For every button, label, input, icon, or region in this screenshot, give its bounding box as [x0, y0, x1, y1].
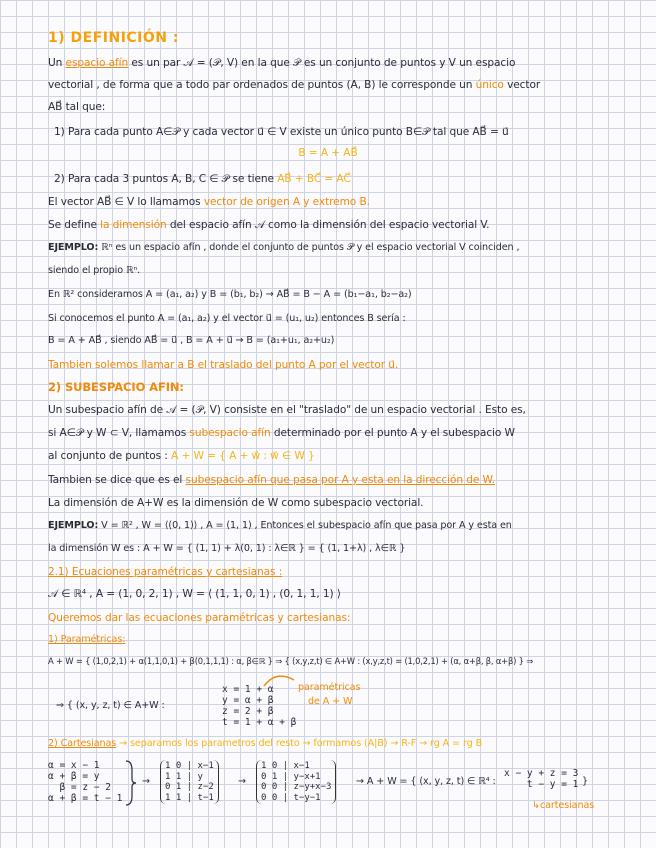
arrow-1: → — [142, 776, 150, 787]
section-title-definicion: 1) DEFINICIÓN : — [48, 30, 179, 46]
term-vector-origen: vector de origen A y extremo B. — [203, 196, 370, 208]
term-direccion: subespacio afín que pasa por A y esta en la dirección de W. — [185, 474, 495, 486]
cartesian-note: ↳cartesianas — [532, 800, 595, 811]
cartesian-result-equations: x − y + z = 3 t − y = 1 — [504, 768, 579, 790]
axiom-2-formula: AB⃗ + BC⃗ = AC⃗ — [277, 173, 351, 185]
vector-origin-line: El vector AB⃗ ∈ V lo llamamos vector de origen A y extremo B. — [48, 196, 370, 208]
subsection-cartesianas: 2) Cartesianas — [48, 738, 117, 749]
cartesian-header — [48, 738, 482, 749]
dimension-definition: Se define la dimensión del espacio afín 𝒜 como la dimensión del espacio vectorial V. — [48, 219, 490, 231]
augmented-matrix-2: 1 0 | x−1 0 1 | y−x+1 0 0 | z−y+x−3 0 0 | t−y−1 — [256, 760, 336, 804]
augmented-matrix-1: 1 0 | x−1 1 1 | y 0 1 | z−2 1 1 | t−1 — [160, 760, 219, 804]
axiom-1-formula: B = A + AB⃗ — [298, 147, 358, 159]
arrow-2: → — [238, 776, 246, 787]
parametric-note-1: paramétricas — [298, 682, 361, 693]
example-1-line-4: Si conocemos el punto A = (a₁, a₂) y el vector u⃗ = (u₁, u₂) entonces B sería : — [48, 313, 406, 324]
subspace-line-5: La dimensión de A+W es la dimensión de W como subespacio vectorial. — [48, 497, 424, 509]
term-subespacio-afin: subespacio afín — [189, 427, 271, 439]
example-1-line-2: siendo el propio ℝⁿ. — [48, 265, 141, 276]
right-brace-icon — [124, 760, 138, 806]
term-espacio-afin: espacio afín — [65, 57, 129, 69]
parametric-equation: A + W = { (1,0,2,1) + α(1,1,0,1) + β(0,1,1,1) : α, β∈ℝ } ⇒ { (x,y,z,t) ∈ A+W : (x,y,z,t) = (1,0,2,1) + (α, α+β, β, α+β) } ⇒ — [48, 656, 534, 666]
axiom-2: 2) Para cada 3 puntos A, B, C ∈ 𝒫 se tiene AB⃗ + BC⃗ = AC⃗ — [54, 173, 351, 185]
cartesian-result: → A + W = { (x, y, z, t) ∈ ℝ⁴ : — [356, 776, 496, 787]
arrow-curve-icon — [262, 672, 296, 688]
closing-brace: } — [582, 776, 589, 787]
subspace-formula: A + W = { A + w⃗ : w⃗ ∈ W } — [171, 450, 315, 462]
axiom-1: 1) Para cada punto A∈𝒫 y cada vector u⃗ ∈ V existe un único punto B∈𝒫 tal que AB⃗ = u⃗ — [54, 126, 509, 138]
example-1-line-1: EJEMPLO: ℝⁿ es un espacio afín , donde el conjunto de puntos 𝒫 y el espacio vectorial V coinciden , — [48, 242, 520, 253]
subspace-line-2: si A∈𝒫 y W ⊂ V, llamamos subespacio afín determinado por el punto A y el subespacio W — [48, 427, 515, 439]
subspace-line-1: Un subespacio afín de 𝒜 = (𝒫, V) consiste en el "traslado" de un espacio vectorial . Esto es, — [48, 404, 526, 416]
parametric-set: ⇒ { (x, y, z, t) ∈ A+W : — [56, 700, 165, 711]
definition-line-3: AB⃗ tal que: — [48, 101, 106, 113]
subspace-line-3: al conjunto de puntos : A + W = { A + w⃗ : w⃗ ∈ W } — [48, 450, 315, 462]
definition-line-1: Un espacio afín es un par 𝒜 = (𝒫, V) en la que 𝒫 es un conjunto de puntos y V un espacio — [48, 57, 516, 69]
cartesian-steps: → separamos los parametros del resto → formamos (A|B) → R-F → rg A = rg B — [116, 738, 483, 749]
traslado-note: Tambien solemos llamar a B el traslado del punto A por el vector u⃗. — [48, 359, 399, 371]
parametric-note-2: de A + W — [308, 696, 353, 707]
section-title-ecuaciones: 2.1) Ecuaciones paramétricas y cartesianas : — [48, 566, 283, 578]
term-dimension: la dimensión — [100, 219, 167, 231]
goal-line: Queremos dar las ecuaciones paramétricas y cartesianas: — [48, 612, 351, 624]
cartesian-system: α = x − 1 α + β = y β = z − 2 α + β = t − 1 — [48, 760, 123, 804]
example-3-setup: 𝒜 ∈ ℝ⁴ , A = (1, 0, 2, 1) , W = ⟨ (1, 1, 0, 1) , (0, 1, 1, 1) ⟩ — [48, 588, 341, 600]
example-2-line-1: EJEMPLO: V = ℝ² , W = ⟨(0, 1)⟩ , A = (1, 1) , Entonces el subespacio afín que pasa por A y esta en — [48, 520, 512, 531]
parametric-system: x = 1 + α y = α + β z = 2 + β t = 1 + α + β — [222, 684, 297, 728]
subsection-parametricas: 1) Paramétricas: — [48, 634, 126, 645]
example-1-line-3: En ℝ² consideramos A = (a₁, a₂) y B = (b₁, b₂) → AB⃗ = B − A = (b₁−a₁, b₂−a₂) — [48, 289, 412, 300]
subspace-line-4: Tambien se dice que es el subespacio afín que pasa por A y esta en la dirección de W. — [48, 474, 495, 486]
definition-line-2: vectorial , de forma que a todo par ordenados de puntos (A, B) le corresponde un único vector — [48, 79, 541, 91]
term-unico: único — [475, 79, 504, 91]
example-2-line-2: la dimensión W es : A + W = { (1, 1) + λ(0, 1) : λ∈ℝ } = { (1, 1+λ) , λ∈ℝ } — [48, 543, 406, 554]
section-title-subespacio: 2) SUBESPACIO AFIN: — [48, 380, 184, 394]
example-1-line-5: B = A + AB⃗ , siendo AB⃗ = u⃗ , B = A + u⃗ → B = (a₁+u₁, a₂+u₂) — [48, 335, 335, 346]
